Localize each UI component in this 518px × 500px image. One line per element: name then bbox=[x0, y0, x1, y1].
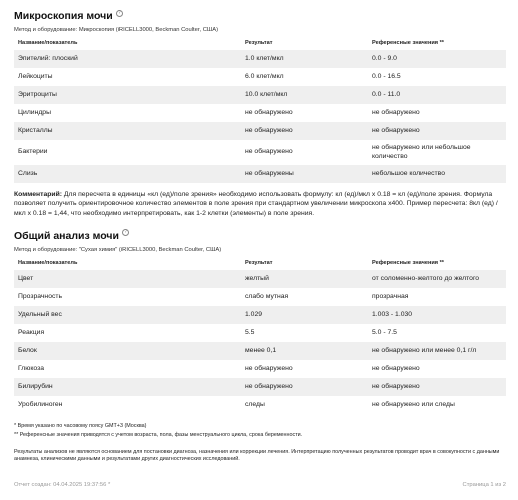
comment-label: Комментарий: bbox=[14, 191, 63, 198]
cell-result: не обнаружено bbox=[245, 148, 293, 156]
cell-name: Лейкоциты bbox=[18, 72, 53, 80]
cell-result: 1.029 bbox=[241, 306, 368, 324]
info-icon[interactable]: ? bbox=[122, 229, 129, 236]
table-row bbox=[14, 378, 506, 396]
cell-name: Глюкоза bbox=[18, 364, 45, 372]
cell-result: не обнаружено bbox=[245, 364, 293, 372]
cell-ref: 0.0 - 11.0 bbox=[368, 86, 506, 104]
cell-name: Белок bbox=[14, 342, 241, 360]
table-row bbox=[14, 306, 506, 324]
cell-result: не обнаружено bbox=[241, 122, 368, 140]
footnote-timezone: * Время указано по часовому поясу GMT+3 (Москва) bbox=[14, 422, 147, 429]
cell-ref: прозрачная bbox=[372, 292, 409, 300]
table-row bbox=[14, 270, 506, 288]
general-title-text: Общий анализ мочи bbox=[14, 229, 119, 242]
info-icon[interactable]: ? bbox=[116, 10, 123, 17]
cell-result: менее 0,1 bbox=[241, 342, 368, 360]
table-row bbox=[14, 86, 506, 104]
table-row bbox=[14, 140, 506, 165]
cell-name: Эпителий: плоский bbox=[14, 50, 241, 68]
col-header-result: Результат bbox=[245, 40, 273, 46]
cell-result: 5.5 bbox=[245, 328, 255, 336]
cell-ref: не обнаружено или менее 0,1 г/л bbox=[368, 342, 506, 360]
cell-name: Кристаллы bbox=[14, 122, 241, 140]
disclaimer: Результаты анализов не являются основанием для постановки диагноза, назначения или коррекции лечения. Интерпретацию полученных результатов проводит врач в совокупности с данными анамнеза, клиническими данными и результатами других диагностических исследований. bbox=[14, 448, 500, 463]
cell-ref: 5.0 - 7.5 bbox=[372, 328, 397, 336]
table-row bbox=[14, 324, 506, 342]
cell-ref: не обнаружено или небольшое количество bbox=[372, 144, 471, 160]
cell-ref: не обнаружено bbox=[372, 364, 420, 372]
cell-ref: от соломенно-желтого до желтого bbox=[368, 270, 506, 288]
table-row bbox=[14, 68, 506, 86]
cell-name: Слизь bbox=[14, 165, 241, 183]
col-header-ref: Референсные значения ** bbox=[372, 40, 444, 46]
general-method: Метод и оборудование: "Сухая химия" (iRICELL3000, Beckman Coulter, США) bbox=[14, 246, 222, 253]
footnotes bbox=[14, 422, 506, 441]
cell-ref: 0.0 - 16.5 bbox=[372, 72, 401, 80]
footnote-reference: ** Референсные значения приводятся с учетом возраста, пола, фазы менструального цикла, срока беременности. bbox=[14, 432, 303, 439]
table-row bbox=[14, 360, 506, 378]
cell-result: слабо мутная bbox=[245, 292, 289, 300]
cell-name: Прозрачность bbox=[18, 292, 63, 300]
cell-result: 6.0 клет/мкл bbox=[245, 72, 284, 80]
micro-method: Метод и оборудование: Микроскопия (iRICELL3000, Beckman Coulter, США) bbox=[14, 27, 219, 33]
table-row bbox=[14, 104, 506, 122]
table-header-row bbox=[14, 39, 506, 50]
cell-name: Цилиндры bbox=[18, 108, 51, 116]
table-row bbox=[14, 342, 506, 360]
cell-ref: 1.003 - 1.030 bbox=[368, 306, 506, 324]
col-header-name: Название/показатель bbox=[18, 259, 78, 266]
table-row bbox=[14, 396, 506, 414]
cell-ref: не обнаружено bbox=[368, 378, 506, 396]
cell-ref: 0.0 - 9.0 bbox=[368, 50, 506, 68]
col-header-name: Название/показатель bbox=[18, 40, 78, 46]
cell-name: Цвет bbox=[14, 270, 241, 288]
table-row bbox=[14, 50, 506, 68]
micro-table bbox=[14, 39, 506, 183]
page-number: Страница 1 из 2 bbox=[462, 482, 506, 488]
page-footer bbox=[14, 482, 506, 488]
cell-name: Реакция bbox=[18, 328, 45, 336]
table-header-row bbox=[14, 259, 506, 270]
cell-result: следы bbox=[245, 400, 265, 408]
general-section-title bbox=[14, 229, 506, 243]
micro-title-text: Микроскопия мочи bbox=[14, 10, 113, 22]
micro-section-title bbox=[14, 9, 506, 23]
col-header-ref: Референсные значения ** bbox=[372, 259, 444, 266]
cell-ref: не обнаружено или следы bbox=[372, 400, 455, 408]
general-section bbox=[14, 229, 506, 414]
comment-block bbox=[14, 190, 506, 218]
cell-name: Удельный вес bbox=[14, 306, 241, 324]
table-row bbox=[14, 165, 506, 183]
cell-name: Билирубин bbox=[14, 378, 241, 396]
cell-result: не обнаружено bbox=[245, 108, 293, 116]
table-row bbox=[14, 288, 506, 306]
cell-ref: небольшое количество bbox=[368, 165, 506, 183]
cell-result: желтый bbox=[241, 270, 368, 288]
cell-result: 10.0 клет/мкл bbox=[241, 86, 368, 104]
col-header-result: Результат bbox=[245, 259, 273, 266]
cell-result: не обнаружено bbox=[241, 378, 368, 396]
cell-name: Эритроциты bbox=[14, 86, 241, 104]
cell-result: не обнаружены bbox=[241, 165, 368, 183]
table-row bbox=[14, 122, 506, 140]
cell-name: Бактерии bbox=[18, 148, 48, 156]
general-table bbox=[14, 259, 506, 414]
cell-name: Уробилиноген bbox=[18, 400, 63, 408]
cell-result: 1.0 клет/мкл bbox=[241, 50, 368, 68]
cell-ref: не обнаружено bbox=[372, 108, 420, 116]
comment-text: Для пересчета в единицы «кл (ед)/поле зрения» необходимо использовать формулу: кл (ед)/мкл x 0.18 = кл (ед)/поле зрения. Формула позволяет получить ориентировочное количество элементов в поле зрения при стандартном увеличении микроскопа x400. Пример пересчета: 8кл (ед) /мкл x 0.18 = 1,44, что необходимо интерпретировать, как 1-2 клетки (элементы) в поле зрения. bbox=[14, 191, 498, 217]
cell-ref: не обнаружено bbox=[368, 122, 506, 140]
report-created: Отчет создан: 04.04.2025 19:37:56 * bbox=[14, 482, 111, 488]
